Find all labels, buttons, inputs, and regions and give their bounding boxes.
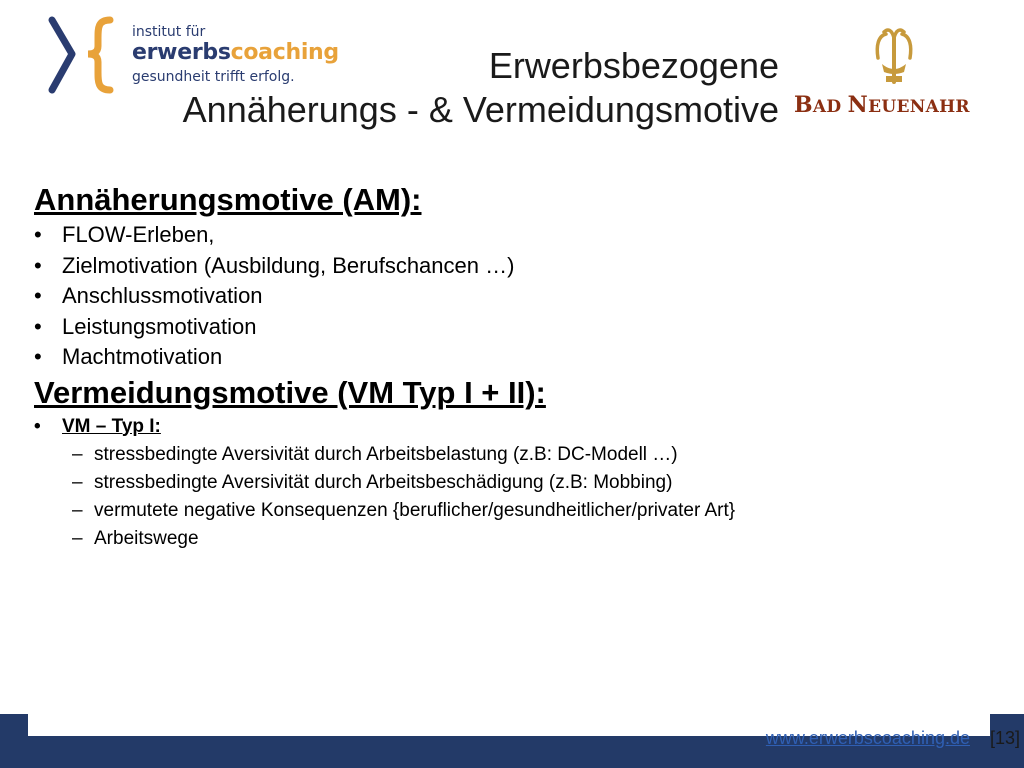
- vm-list: [34, 413, 994, 441]
- am-item: • Zielmotivation (Ausbildung, Berufschancen …): [34, 251, 994, 282]
- bn-letters-euenahr: EUENAHR: [868, 97, 970, 117]
- bn-letter-n: N: [847, 92, 869, 118]
- am-item: • Anschlussmotivation: [34, 281, 994, 312]
- bn-letters-ad: AD: [812, 97, 848, 117]
- slide-title-line-2: Annäherungs - & Vermeidungsmotive: [182, 89, 779, 130]
- logo-tagline: gesundheit trifft erfolg.: [132, 69, 295, 85]
- logo-line-institut: institut für: [132, 24, 206, 40]
- bad-neuenahr-logo: [792, 24, 1002, 124]
- footer-corner-left: [0, 714, 28, 736]
- am-item: • Machtmotivation: [34, 342, 994, 373]
- am-list: [34, 220, 994, 373]
- website-link[interactable]: www.erwerbscoaching.de: [765, 728, 970, 748]
- vm-sub-item: – stressbedingte Aversivität durch Arbeitsbeschädigung (z.B: Mobbing): [34, 469, 994, 497]
- brace-logo-icon: [44, 14, 124, 96]
- slide-content: [34, 180, 994, 553]
- slide-title: [183, 44, 779, 132]
- vm-typ-1-sublist: [34, 441, 994, 553]
- am-item: • Leistungsmotivation: [34, 312, 994, 343]
- bad-neuenahr-wordmark: [794, 92, 970, 118]
- fountain-icon: [864, 24, 924, 86]
- slide-title-line-1: Erwerbsbezogene: [488, 45, 779, 86]
- vm-sub-item: – vermutete negative Konsequenzen {beruflicher/gesundheitlicher/privater Art}: [34, 497, 994, 525]
- am-item: • FLOW-Erleben,: [34, 220, 994, 251]
- vm-typ-1-item: [34, 413, 994, 441]
- bn-letter-b: B: [794, 92, 813, 118]
- logo-wordmark-main: erwerbs: [132, 40, 231, 65]
- vm-sub-item: – stressbedingte Aversivität durch Arbeitsbelastung (z.B: DC-Modell …): [34, 441, 994, 469]
- logo-wordmark-accent: coaching: [230, 40, 339, 65]
- heading-vermeidungsmotive: Vermeidungsmotive (VM Typ I + II):: [34, 374, 546, 410]
- heading-annaeherungsmotive: Annäherungsmotive (AM):: [34, 182, 422, 217]
- vm-typ-1-label: VM – Typ I:: [62, 415, 161, 437]
- vm-sub-item: – Arbeitswege: [34, 525, 994, 553]
- page-number: [13]: [989, 728, 1020, 748]
